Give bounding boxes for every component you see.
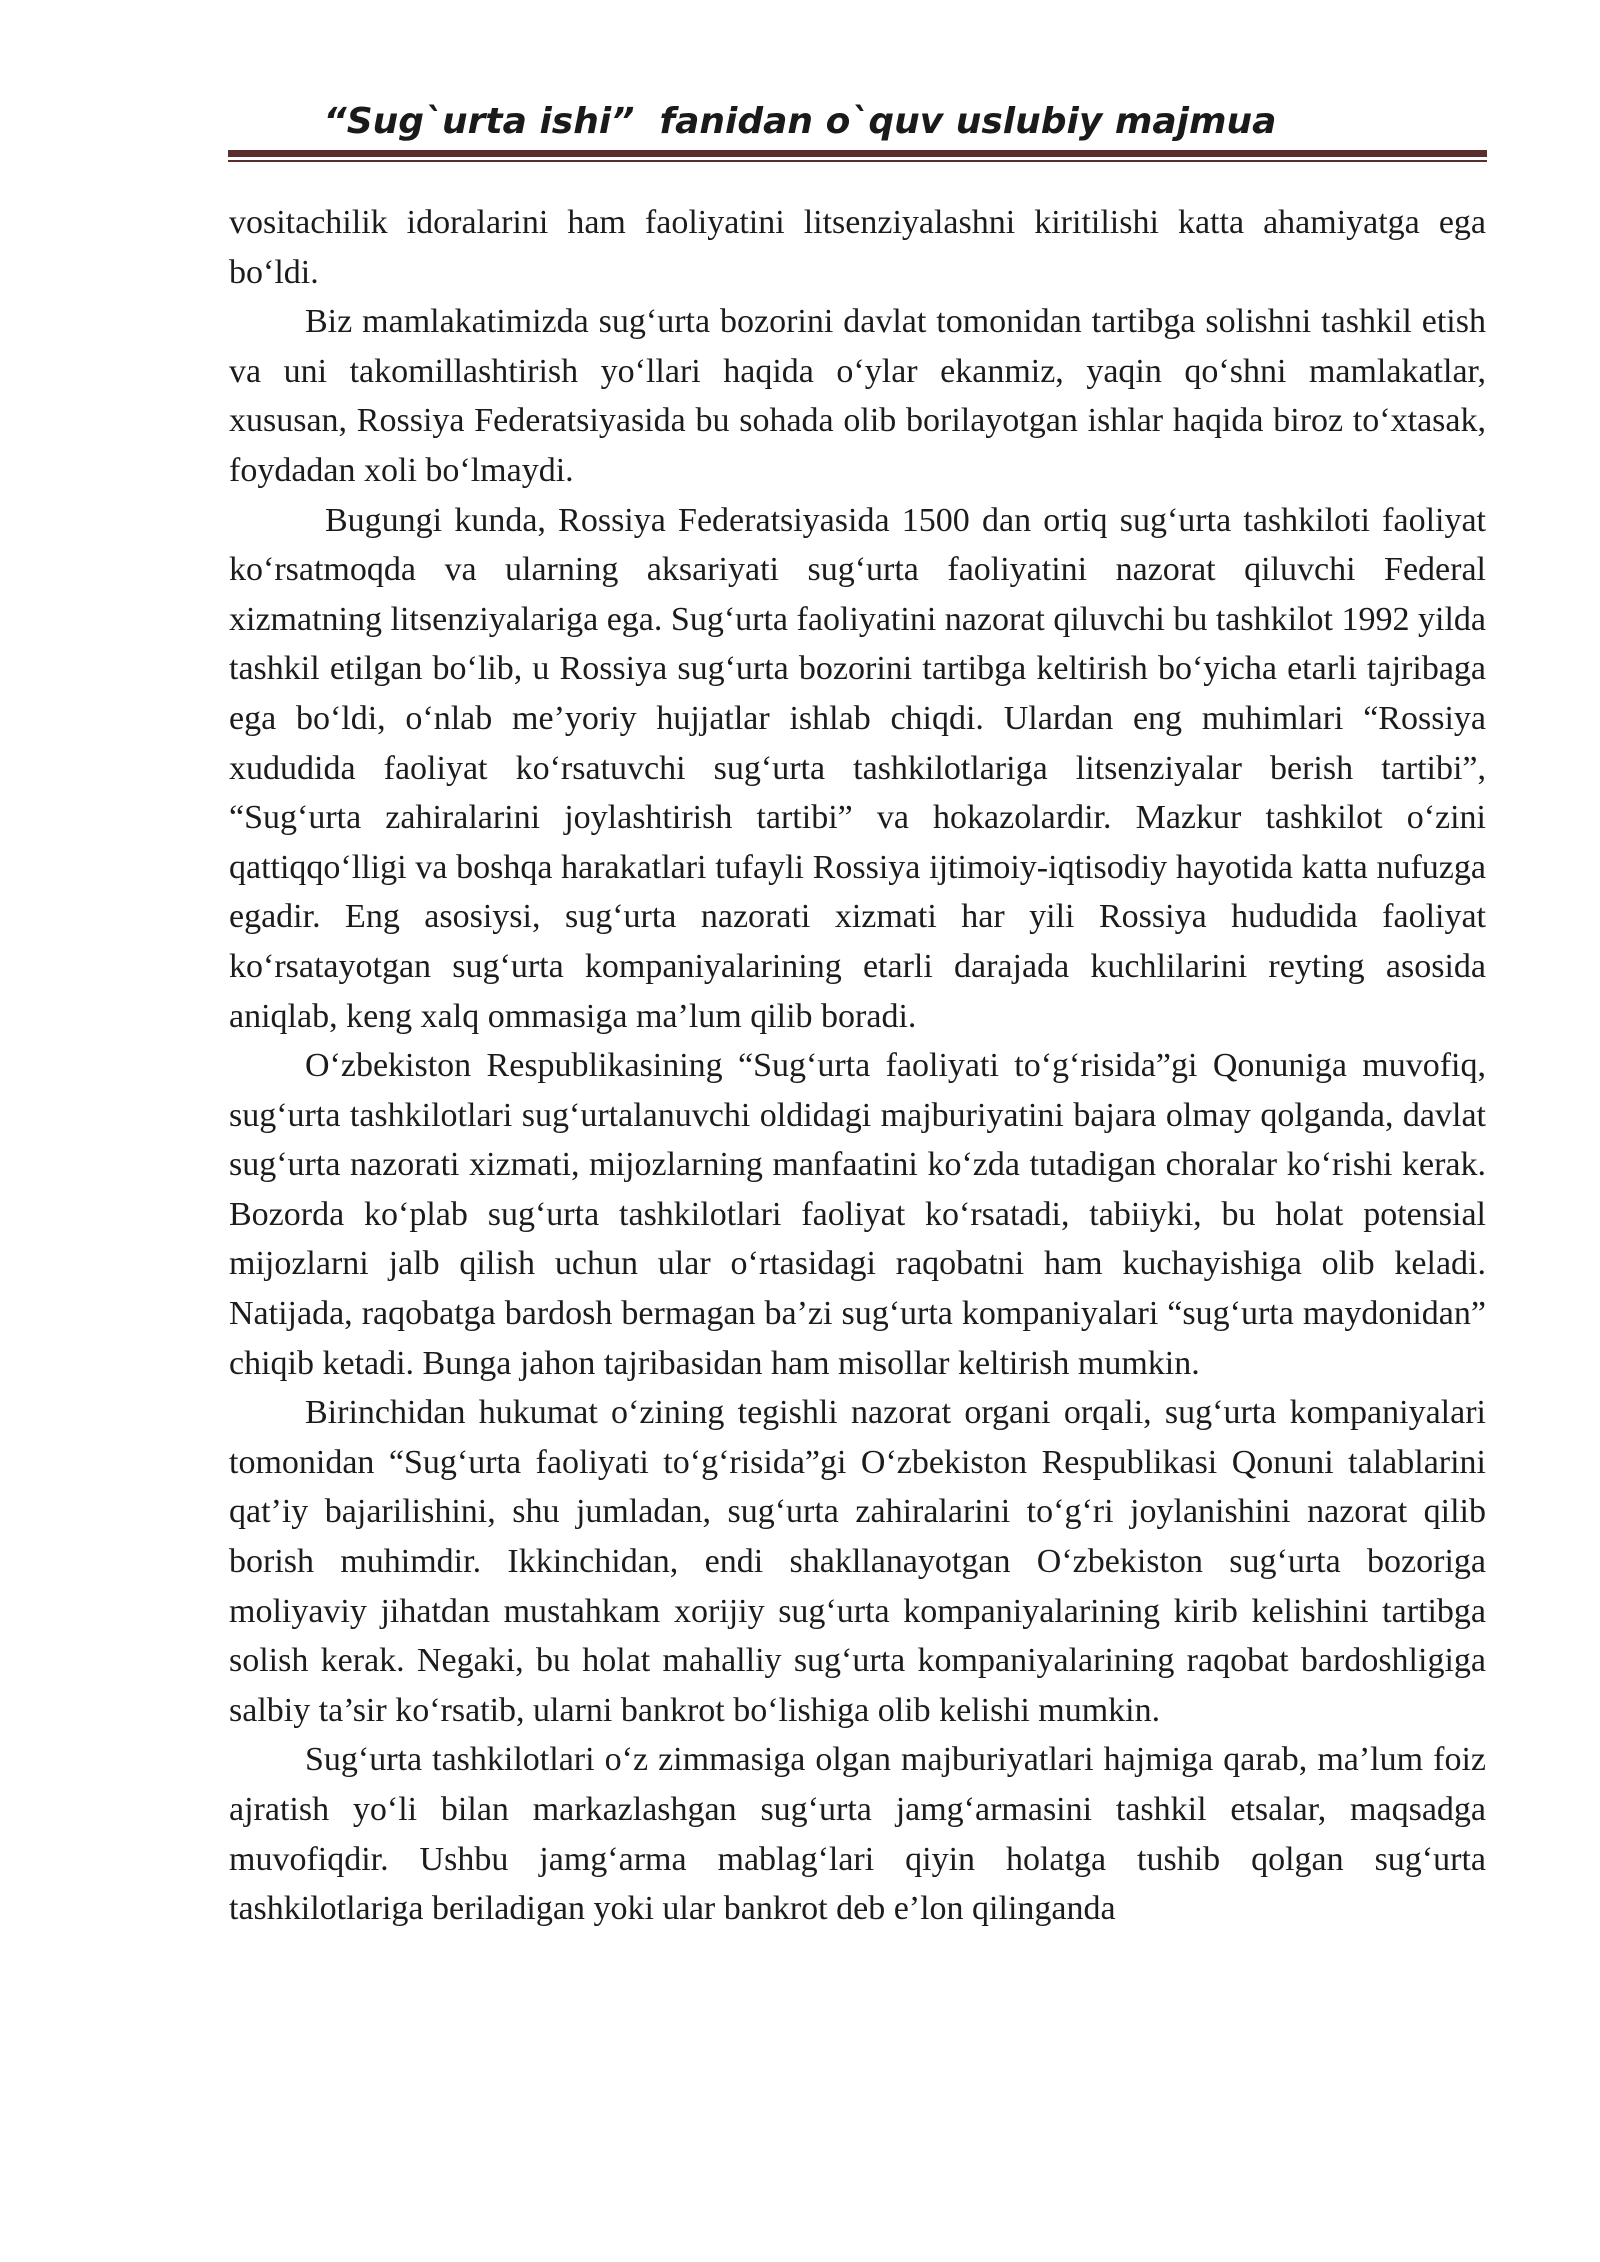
paragraph: Birinchidan hukumat oʻzining tegishli nazorat organi orqali, sugʻurta kompaniyalari tomonidan “Sugʻurta faoliyati toʻgʻrisida”gi Oʻzbekiston Respublikasi Qonuni talablarini qat’iy bajarilishini, shu jumladan, sugʻurta zahiralarini toʻgʻri joylanishini nazorat qilib borish muhimdir. Ikkinchidan, endi shakllanayotgan Oʻzbekiston sugʻurta bozoriga moliyaviy jihatdan mustahkam xorijiy sugʻurta kompaniyalarining kirib kelishini tartibga solish kerak. Negaki, bu holat mahalliy sugʻurta kompaniyalarining raqobat bardoshligiga salbiy ta’sir koʻrsatib, ularni bankrot boʻlishiga olib kelishi mumkin. <box>229 1394 1486 1729</box>
document-body <box>229 198 1486 1934</box>
paragraph: Bugungi kunda, Rossiya Federatsiyasida 1500 dan ortiq sugʻurta tashkiloti faoliyat koʻrsatmoqda va ularning aksariyati sugʻurta faoliyatini nazorat qiluvchi Federal xizmatning litsenziyalariga ega. Sugʻurta faoliyatini nazorat qiluvchi bu tashkilot 1992 yilda tashkil etilgan boʻlib, u Rossiya sugʻurta bozorini tartibga keltirish boʻyicha etarli tajribaga ega boʻldi, oʻnlab me’yoriy hujjatlar ishlab chiqdi. Ulardan eng muhimlari “Rossiya xududida faoliyat koʻrsatuvchi sugʻurta tashkilotlariga litsenziyalar berish tartibi”, “Sugʻurta zahiralarini joylashtirish tartibi” va hokazolardir. Mazkur tashkilot oʻzini qattiqqoʻlligi va boshqa harakatlari tufayli Rossiya ijtimoiy-iqtisodiy hayotida katta nufuzga egadir. Eng asosiysi, sugʻurta nazorati xizmati har yili Rossiya hududida faoliyat koʻrsatayotgan sugʻurta kompaniyalarining etarli darajada kuchlilarini reyting asosida aniqlab, keng xalq ommasiga ma’lum qilib boradi. <box>229 501 1486 1035</box>
header-rule-thick <box>228 150 1487 157</box>
paragraph: Sugʻurta tashkilotlari oʻz zimmasiga olgan majburiyatlari hajmiga qarab, ma’lum foiz ajratish yoʻli bilan markazlashgan sugʻurta jamgʻarmasini tashkil etsalar, maqsadga muvofiqdir. Ushbu jamgʻarma mablagʻlari qiyin holatga tushib qolgan sugʻurta tashkilotlariga beriladigan yoki ular bankrot deb e’lon qilinganda <box>229 1741 1486 1928</box>
paragraph: Oʻzbekiston Respublikasining “Sugʻurta faoliyati toʻgʻrisida”gi Qonuniga muvofiq, sugʻurta tashkilotlari sugʻurtalanuvchi oldidagi majburiyatini bajara olmay qolganda, davlat sugʻurta nazorati xizmati, mijozlarning manfaatini koʻzda tutadigan choralar koʻrishi kerak. Bozorda koʻplab sugʻurta tashkilotlari faoliyat koʻrsatadi, tabiiyki, bu holat potensial mijozlarni jalb qilish uchun ular oʻrtasidagi raqobatni ham kuchayishiga olib keladi. Natijada, raqobatga bardosh bermagan ba’zi sugʻurta kompaniyalari “sugʻurta maydonidan” chiqib ketadi. Bunga jahon tajribasidan ham misollar keltirish mumkin. <box>229 1047 1486 1382</box>
paragraph-continuation: vositachilik idoralarini ham faoliyatini litsenziyalashni kiritilishi katta ahamiyatga ega boʻldi. <box>229 204 1486 291</box>
header-rule-thin <box>228 160 1487 162</box>
page-header-title: “Sug`urta ishi” fanidan o`quv uslubiy majmua <box>323 101 1277 142</box>
paragraph: Biz mamlakatimizda sugʻurta bozorini davlat tomonidan tartibga solishni tashkil etish va uni takomillashtirish yoʻllari haqida oʻylar ekanmiz, yaqin qoʻshni mamlakatlar, xususan, Rossiya Federatsiyasida bu sohada olib borilayotgan ishlar haqida biroz toʻxtasak, foydadan xoli boʻlmaydi. <box>229 303 1486 489</box>
